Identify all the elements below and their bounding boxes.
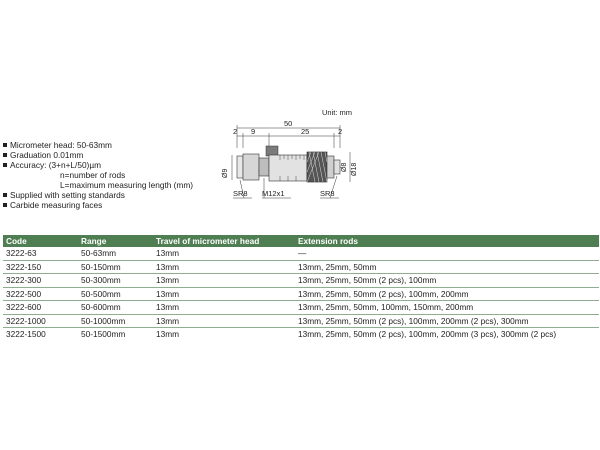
cell-rods: — <box>295 247 599 260</box>
cell-travel: 13mm <box>153 274 295 288</box>
table-row <box>3 260 599 274</box>
cell-range: 50-1500mm <box>81 329 126 340</box>
bullet-icon <box>3 203 7 207</box>
cell-travel: 13mm <box>153 287 295 301</box>
cell-rods: 13mm, 25mm, 50mm, 100mm, 150mm, 200mm <box>295 301 599 315</box>
bullet-icon <box>3 193 7 197</box>
cell-code: 3222-600 <box>3 301 78 315</box>
cell-travel: 13mm <box>153 314 295 328</box>
table-row <box>3 247 599 260</box>
cell-rods: 13mm, 25mm, 50mm (2 pcs), 100mm, 200mm (2 pcs), 300mm <box>295 314 599 328</box>
cell-range: 50-600mm <box>78 301 153 315</box>
cell-travel: 13mm <box>153 260 295 274</box>
bullet-icon <box>3 163 7 167</box>
micrometer-head-drawing <box>200 100 390 210</box>
micrometer-body <box>237 146 340 182</box>
specification-table <box>3 235 599 341</box>
bullet-icon <box>3 153 7 157</box>
table-row <box>3 287 599 301</box>
cell-rods: 13mm, 25mm, 50mm (2 pcs), 100mm, 200mm <box>295 287 599 301</box>
feature-item: Carbide measuring faces <box>2 200 193 210</box>
table-row <box>3 274 599 288</box>
cell-rods: 13mm, 25mm, 50mm (2 pcs), 100mm <box>295 274 599 288</box>
cell-travel: 13mm <box>153 247 295 260</box>
feature-item: Micrometer head: 50-63mm <box>2 140 193 150</box>
header-range: Range <box>78 235 153 247</box>
unit-label: Unit: mm <box>322 108 352 117</box>
dim-total: 50 <box>284 119 293 128</box>
dia-large: Ø18 <box>351 162 358 176</box>
header-travel: Travel of micrometer head <box>153 235 295 247</box>
bullet-icon <box>3 143 7 147</box>
cell-code: 3222-63 <box>3 247 78 260</box>
cell-range: 50-63mm <box>78 247 153 260</box>
feature-item: Accuracy: (3+n+L/50)µm <box>2 160 193 170</box>
table-row <box>3 301 599 315</box>
dim-right-gap: 2 <box>338 127 343 136</box>
feature-item: Supplied with setting standards <box>2 190 193 200</box>
table-header-row <box>3 235 599 247</box>
dim-left-gap: 2 <box>233 127 238 136</box>
dia-mid: Ø8 <box>341 162 348 172</box>
cell-range: 50-150mm <box>78 260 153 274</box>
dia-small: Ø9 <box>222 168 229 178</box>
table-row <box>3 314 599 328</box>
feature-list <box>2 140 193 210</box>
dim-head: 9 <box>251 127 256 136</box>
label-sr-left: SR8 <box>233 189 248 198</box>
cell-range: 50-300mm <box>78 274 153 288</box>
cell-travel: 13mm <box>153 301 295 315</box>
header-code: Code <box>3 235 78 247</box>
cell-code: 3222-500 <box>3 287 78 301</box>
cell-code: 3222-150 <box>3 260 78 274</box>
cell-rods: 13mm, 25mm, 50mm <box>295 260 599 274</box>
cell-range: 50-1000mm <box>78 314 153 328</box>
cell-travel: 13mm <box>156 329 180 340</box>
cell-code: 3222-300 <box>3 274 78 288</box>
feature-item: Graduation 0.01mm <box>2 150 193 160</box>
dim-thimble: 25 <box>301 127 310 136</box>
table-row <box>3 328 599 341</box>
header-extension-rods: Extension rods <box>295 235 599 247</box>
feature-subitem: L=maximum measuring length (mm) <box>60 180 194 190</box>
cell-code: 3222-1000 <box>3 314 78 328</box>
cell-code: 3222-1500 <box>6 329 46 340</box>
feature-subitem: n=number of rods <box>60 170 126 180</box>
label-thread: M12x1 <box>262 189 285 198</box>
cell-range: 50-500mm <box>78 287 153 301</box>
label-sr-right: SR8 <box>320 189 335 198</box>
cell-rods: 13mm, 25mm, 50mm (2 pcs), 100mm, 200mm (3 pcs), 300mm (2 pcs) <box>298 329 557 340</box>
